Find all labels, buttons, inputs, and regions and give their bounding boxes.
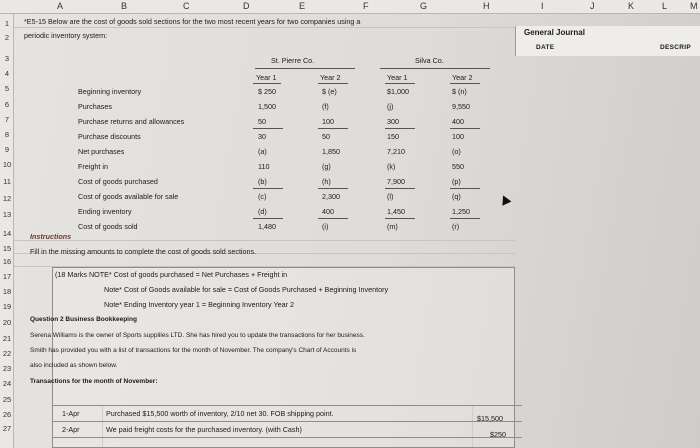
grid-line <box>52 437 522 438</box>
row-label: Purchases <box>78 102 112 111</box>
amount-cell: (d) <box>258 207 267 216</box>
amount-cell: (q) <box>452 192 461 201</box>
year-1-header: Year 1 <box>387 73 408 82</box>
amount-cell: 1,500 <box>258 102 276 111</box>
amount-cell: (g) <box>322 162 331 171</box>
underline <box>253 83 281 84</box>
instructions-heading: Instructions <box>30 232 72 241</box>
transaction-description[interactable]: We paid freight costs for the purchased inventory. (with Cash) <box>106 425 302 434</box>
row-header[interactable]: 2 <box>4 33 10 42</box>
row-header[interactable]: 13 <box>2 210 12 219</box>
note-line-21[interactable]: Serena Williams is the owner of Sports suppliles LTD. She has hired you to update the transactions for her business. <box>30 332 365 339</box>
transactions-heading[interactable]: Transactions for the month of November: <box>30 378 158 385</box>
column-header-bar <box>0 0 700 14</box>
row-label: Purchase discounts <box>78 132 141 141</box>
amount-cell: 1,450 <box>387 207 405 216</box>
row-header[interactable]: 21 <box>2 334 12 343</box>
amount-cell: 30 <box>258 132 266 141</box>
row-header[interactable]: 23 <box>2 364 12 373</box>
underline <box>450 218 480 219</box>
row-header[interactable]: 12 <box>2 194 12 203</box>
amount-cell: (h) <box>322 177 331 186</box>
row-label: Net purchases <box>78 147 125 156</box>
column-header-g[interactable]: G <box>420 1 428 11</box>
underline <box>318 83 348 84</box>
amount-cell: $ (n) <box>452 87 467 96</box>
amount-cell: 50 <box>322 132 330 141</box>
underline <box>380 68 490 69</box>
note-line-18[interactable]: Note* Cost of Goods available for sale = Cost of Goods Purchased + Beginning Inventory <box>104 285 389 294</box>
column-header-f[interactable]: F <box>363 1 369 11</box>
amount-cell: 100 <box>322 117 334 126</box>
row-header[interactable]: 3 <box>4 54 10 63</box>
row-header[interactable]: 20 <box>2 318 12 327</box>
company-st-pierre: St. Pierre Co. <box>271 56 315 65</box>
row-header[interactable]: 18 <box>2 287 12 296</box>
column-header-e[interactable]: E <box>299 1 306 11</box>
row-header[interactable]: 10 <box>2 160 12 169</box>
problem-intro-line1: *E5-15 Below are the cost of goods sold sections for the two most recent years for two companies using a <box>24 17 361 26</box>
year-2-header: Year 2 <box>320 73 341 82</box>
amount-cell: 110 <box>258 162 270 171</box>
column-header-i[interactable]: I <box>541 1 544 11</box>
amount-cell: (b) <box>258 177 267 186</box>
row-header[interactable]: 9 <box>4 145 10 154</box>
row-header[interactable]: 27 <box>2 424 12 433</box>
column-header-k[interactable]: K <box>628 1 635 11</box>
row-header[interactable]: 7 <box>4 115 10 124</box>
column-header-j[interactable]: J <box>590 1 595 11</box>
underline <box>318 188 348 189</box>
underline <box>253 128 283 129</box>
column-header-b[interactable]: B <box>121 1 128 11</box>
row-header[interactable]: 16 <box>2 257 12 266</box>
amount-cell: (o) <box>452 147 461 156</box>
amount-cell: (p) <box>452 177 461 186</box>
row-header[interactable]: 22 <box>2 349 12 358</box>
row-header[interactable]: 24 <box>2 379 12 388</box>
underline <box>385 188 415 189</box>
row-label: Cost of goods available for sale <box>78 192 179 201</box>
underline <box>255 68 355 69</box>
note-line-23[interactable]: also included as shown below. <box>30 362 118 369</box>
amount-cell: 7,210 <box>387 147 405 156</box>
note-line-19[interactable]: Note* Ending Inventory year 1 = Beginning Inventory Year 2 <box>104 300 294 309</box>
amount-cell: (l) <box>387 192 394 201</box>
row-header[interactable]: 5 <box>4 84 10 93</box>
column-header-h[interactable]: H <box>483 1 490 11</box>
underline <box>318 128 348 129</box>
amount-cell: 150 <box>387 132 399 141</box>
amount-cell: $ 250 <box>258 87 276 96</box>
row-label: Freight in <box>78 162 108 171</box>
transaction-description[interactable]: Purchased $15,500 worth of inventory, 2/10 net 30. FOB shipping point. <box>106 409 334 418</box>
amount-cell: $1,000 <box>387 87 409 96</box>
underline <box>253 188 283 189</box>
underline <box>318 218 348 219</box>
row-label: Beginning inventory <box>78 87 142 96</box>
amount-cell: (i) <box>322 222 329 231</box>
amount-cell: 1,850 <box>322 147 340 156</box>
column-header-m[interactable]: M <box>690 1 698 11</box>
grid-line <box>52 405 522 406</box>
row-header[interactable]: 14 <box>2 229 12 238</box>
row-header[interactable]: 11 <box>3 177 11 186</box>
transaction-amount[interactable]: $15,500 <box>477 414 503 423</box>
transaction-date[interactable]: 2-Apr <box>62 425 80 434</box>
underline <box>385 83 415 84</box>
amount-cell: (f) <box>322 102 329 111</box>
problem-intro-line2: periodic inventory system: <box>24 31 108 40</box>
column-header-a[interactable]: A <box>57 1 64 11</box>
row-label: Ending inventory <box>78 207 132 216</box>
amount-cell: $ (e) <box>322 87 337 96</box>
row-header[interactable]: 17 <box>2 272 12 281</box>
underline <box>450 83 480 84</box>
row-header[interactable]: 26 <box>2 410 12 419</box>
transaction-amount[interactable]: $250 <box>490 430 506 439</box>
amount-cell: 400 <box>322 207 334 216</box>
amount-cell: 550 <box>452 162 464 171</box>
amount-cell: (j) <box>387 102 394 111</box>
row-header[interactable]: 15 <box>2 244 12 253</box>
amount-cell: 1,250 <box>452 207 470 216</box>
amount-cell: 100 <box>452 132 464 141</box>
amount-cell: 50 <box>258 117 266 126</box>
year-1-header: Year 1 <box>256 73 277 82</box>
note-line-22[interactable]: Smith has provided you with a list of transactions for the month of November. The company's Chart of Accounts is <box>30 347 357 354</box>
amount-cell: (c) <box>258 192 267 201</box>
grid-line <box>14 27 515 28</box>
grid-line <box>52 421 522 422</box>
row-label: Purchase returns and allowances <box>78 117 185 126</box>
row-header[interactable]: 25 <box>2 395 12 404</box>
grid-line <box>14 240 515 241</box>
row-label: Cost of goods sold <box>78 222 138 231</box>
row-label: Cost of goods purchased <box>78 177 158 186</box>
amount-cell: 2,300 <box>322 192 340 201</box>
amount-cell: 400 <box>452 117 464 126</box>
company-silva: Silva Co. <box>415 56 444 65</box>
underline <box>450 128 480 129</box>
column-header-c[interactable]: C <box>183 1 190 11</box>
row-header-bar <box>0 14 14 448</box>
row-header[interactable]: 8 <box>4 130 10 139</box>
amount-cell: (m) <box>387 222 398 231</box>
amount-cell: 1,480 <box>258 222 276 231</box>
amount-cell: 300 <box>387 117 399 126</box>
transaction-date[interactable]: 1-Apr <box>62 409 80 418</box>
row-header[interactable]: 1 <box>4 19 10 28</box>
column-header-l[interactable]: L <box>662 1 668 11</box>
row-header[interactable]: 4 <box>4 69 10 78</box>
description-header: DESCRIP <box>660 44 691 51</box>
amount-cell: (r) <box>452 222 460 231</box>
amount-cell: (a) <box>258 147 267 156</box>
note-line-17[interactable]: (18 Marks NOTE* Cost of goods purchased = Net Purchases + Freight in <box>55 270 288 279</box>
amount-cell: 9,550 <box>452 102 470 111</box>
question-2-heading[interactable]: Question 2 Business Bookkeeping <box>30 316 137 323</box>
underline <box>385 128 415 129</box>
column-header-d[interactable]: D <box>243 1 250 11</box>
general-journal-title: General Journal <box>524 28 585 37</box>
date-header: DATE <box>536 44 555 51</box>
year-2-header: Year 2 <box>452 73 473 82</box>
row-header[interactable]: 6 <box>4 100 10 109</box>
underline <box>253 218 283 219</box>
amount-cell: 7,900 <box>387 177 405 186</box>
underline <box>450 188 480 189</box>
underline <box>385 218 415 219</box>
row-header[interactable]: 19 <box>2 302 12 311</box>
amount-cell: (k) <box>387 162 396 171</box>
instructions-text: Fill in the missing amounts to complete the cost of goods sold sections. <box>30 247 257 256</box>
